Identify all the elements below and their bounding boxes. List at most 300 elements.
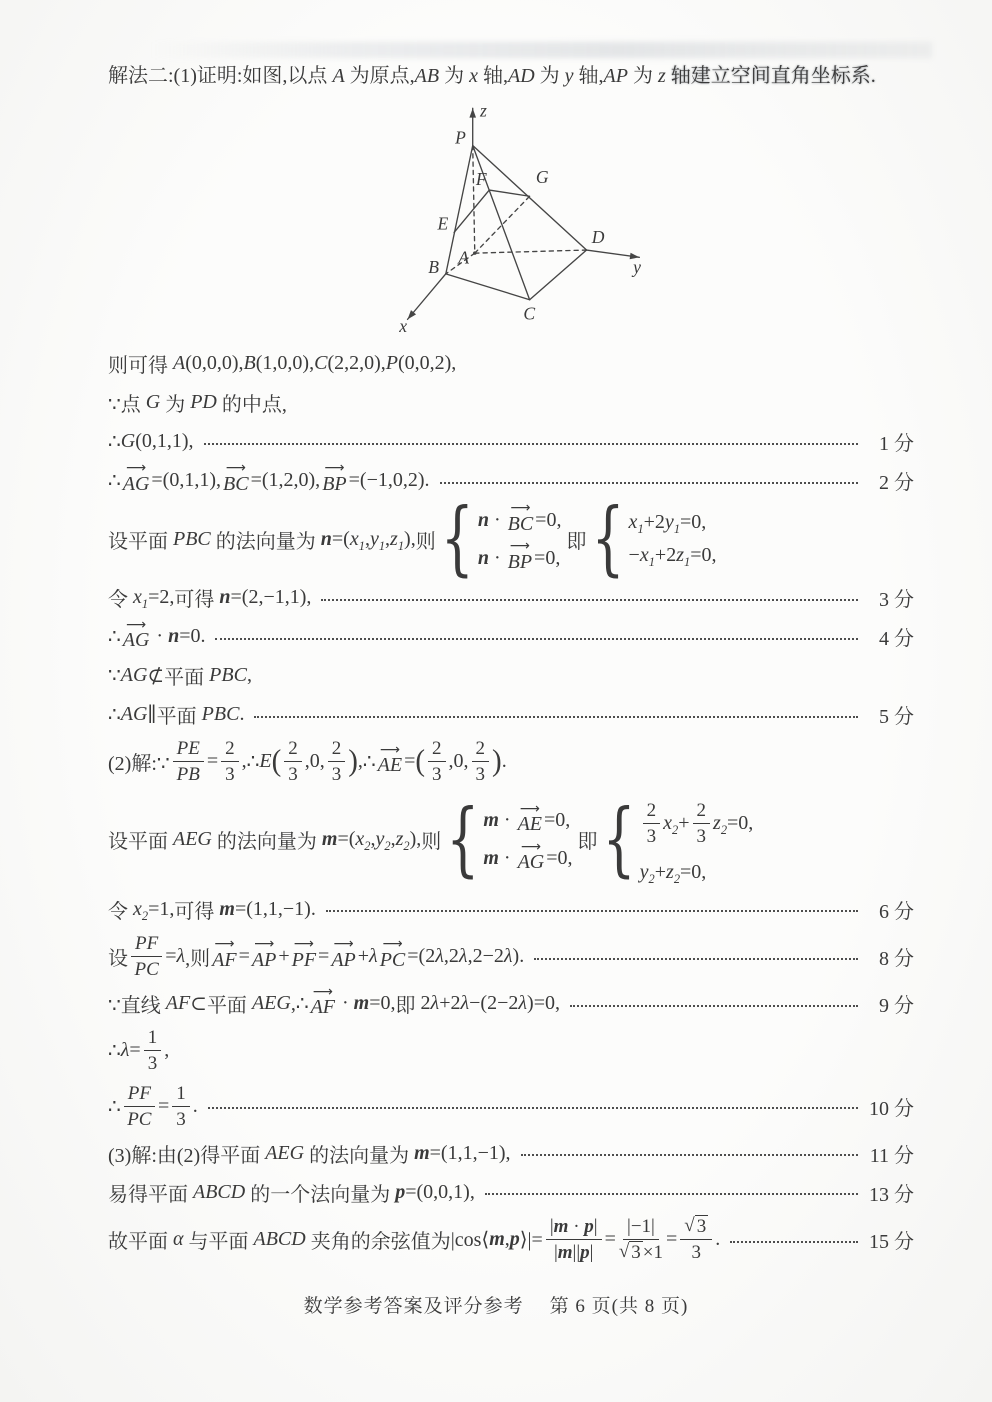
vector-arrow-icon: ⟶ [126,616,147,633]
math-run: PE [176,738,200,760]
equation-row [477,538,562,573]
math-run: PBC [201,703,240,726]
vector-name: BC [507,512,534,535]
text-run: 易得平面 [108,1183,193,1206]
math-run: λ [518,992,528,1015]
text-run: 的法向量为 [211,831,322,854]
text-run: 平面 [156,706,202,729]
text-run: 轴, [573,65,604,87]
math-run: $x_1$ [133,586,149,612]
vector-PC [379,936,406,972]
math-run: , [241,750,247,773]
text-run: ∴ [108,431,121,453]
fraction-numerator [693,799,711,824]
fraction-numerator [284,737,302,762]
math-run: 2 [432,738,442,760]
text-run: 为原点, [344,65,415,87]
math-run: ), [409,828,422,851]
vector-AF [310,983,335,1019]
subscript: 1 [637,522,644,537]
text-run: 为 [534,65,565,87]
math-run: ⊂ [190,993,207,1016]
solution-line-1 [108,344,914,383]
math-run: | [553,1242,558,1264]
subscript: 2 [673,871,681,886]
math-run: ABCD [193,1180,246,1203]
vector-arrow-icon: ⟶ [324,460,345,477]
math-run: =( [331,527,350,550]
text-run: 的一个法向量为 [245,1183,396,1206]
math-run: n [477,508,489,531]
math-run: · [151,625,169,648]
text-run: ∵点 [108,394,146,416]
dotted-leader [521,1154,858,1156]
figure-label-E: E [437,213,449,234]
footer-title: 数学参考答案及评分参考 [303,1296,524,1317]
score-badge: 4 分 [879,628,914,651]
math-run: ×1 [642,1242,664,1264]
fraction-numerator [172,1082,190,1107]
math-run: $y_2$ [375,828,391,854]
dotted-leader [321,599,858,601]
math-run: AB [414,65,440,87]
math-run: PD [190,391,217,413]
equation-system [440,492,562,586]
math-run: =0. [179,625,206,648]
figure-label-y: y [633,256,641,277]
math-run: m [483,809,499,832]
radical [619,1241,643,1264]
radical [684,1215,708,1238]
fraction-numerator [144,1026,162,1051]
dotted-leader [204,443,858,445]
vector-name: AG [517,851,545,874]
vector-arrow-icon: ⟶ [214,936,235,953]
math-run: , [370,828,376,851]
fraction [173,737,204,786]
math-run: +2 [654,544,677,567]
vector-AE [377,741,403,777]
fraction-denominator [288,762,298,786]
text-run: 与平面 [183,1231,254,1254]
fraction [144,1026,162,1075]
math-run: PC [127,1108,152,1130]
subscript: 1 [358,538,365,553]
math-run: =(1,1,−1). [234,897,316,920]
fraction-denominator [148,1051,158,1075]
math-run: +2 [439,992,461,1015]
math-run: 2 [288,738,298,760]
solution-line-13 [108,929,914,984]
vector-name: AF [212,949,237,972]
math-run: m [219,897,235,920]
vector-BC [223,460,249,496]
math-run: − [628,544,640,567]
math-run: (1,0,0), [255,352,315,374]
math-run: G [145,391,161,413]
math-run: P [385,352,398,374]
solution-line-17 [108,1134,914,1173]
math-run: AEG [251,992,291,1015]
math-run: 3 [225,764,235,786]
math-run: = [238,945,250,968]
solution-line-15 [108,1023,914,1078]
fraction [428,737,446,786]
fraction [172,1082,190,1131]
math-run: $x_1$ [628,511,644,537]
math-run: $x_2$ [355,828,371,854]
math-run: =0, [546,847,573,870]
vector-AG [122,616,150,652]
subscript: 2 [648,871,655,886]
math-run: =(2 [407,945,436,968]
math-run: $x_1$ [349,527,365,553]
math-run: ), [404,527,416,550]
text-run: 可得 [174,900,220,923]
text-run: 平面 [206,995,252,1018]
math-run: m [489,1228,505,1251]
math-run: = [165,945,177,968]
text-run: 设平面 [108,831,173,854]
fraction [124,1082,155,1131]
figure-label-x: x [399,315,408,336]
math-run: AEG [265,1141,305,1164]
math-run: n [477,546,489,569]
math-run: + [654,860,667,883]
radical-sign: √ [618,1241,630,1263]
fraction-denominator [697,824,707,848]
figure-label-G: G [535,166,549,187]
vector-name: AP [251,949,277,972]
math-run: (2,2,0), [327,352,386,374]
math-run: λ [430,992,440,1015]
fraction [546,1215,602,1264]
text-run: (2)解:∵ [108,753,170,776]
text-run: 为 [439,65,470,87]
math-run: n [168,625,180,648]
footer-page-number: 第 6 页(共 8 页) [549,1296,689,1317]
score-badge: 10 分 [869,1097,914,1120]
vector-arrow-icon: ⟶ [382,936,403,953]
math-run: PB [176,764,200,786]
solution-line-6 [108,578,914,617]
math-run: n [219,586,231,609]
fraction [221,737,239,786]
equation-row [628,544,717,570]
vector-AP [251,936,277,972]
dotted-leader [534,958,858,960]
math-run: = [129,1039,141,1062]
text-run: 故平面 [108,1231,173,1254]
vector-arrow-icon: ⟶ [126,460,147,477]
math-run: E [259,750,272,773]
math-run: PBC [173,527,211,550]
vector-arrow-icon: ⟶ [520,838,541,855]
math-run: 2 [475,738,486,760]
fraction-denominator [692,1240,702,1264]
vector-AP [331,936,356,972]
vector-name: AE [377,754,403,777]
math-run: $z_2$ [666,860,681,886]
math-run: 3 [432,764,442,786]
text-run: ,∴ [290,993,309,1016]
math-run: =( [337,828,356,851]
math-run: 2 [420,992,431,1015]
geometry-figure [108,100,914,338]
subscript: 1 [648,555,655,570]
text-run: ∴ [108,704,121,727]
intro-paragraph [108,56,914,96]
text-run: 的法向量为 [210,530,321,553]
solution-line-5 [108,492,914,586]
equation-rows [478,500,562,578]
text-run: 夹角的余弦值为 [305,1231,451,1254]
fraction-numerator [428,737,446,762]
vector-name: AG [122,629,150,652]
fraction-denominator [225,762,235,786]
text-run: ∴ [108,626,121,649]
math-run: ⊄ [147,665,165,688]
subscript: 2 [384,839,391,854]
math-run: p [584,1215,594,1237]
equation-row [628,511,717,537]
text-run: ∵直线 [108,995,166,1018]
math-run: =0, [727,811,754,834]
math-run: AG [120,664,148,687]
math-run: 3 [176,1108,186,1130]
math-run: $z_2$ [395,828,410,854]
math-run: =(1,2,0), [250,469,321,491]
math-run: + [678,811,690,834]
text-run: 设 [108,948,128,971]
fraction-denominator [554,1240,594,1264]
math-run: λ [458,945,468,968]
axis-arrowhead-icon [469,108,476,117]
vector-AG [517,838,545,874]
subscript: 1 [684,555,691,570]
math-run: , [504,1228,510,1251]
math-run: 3 [646,825,657,847]
math-run: 3 [691,1241,702,1263]
fraction-denominator [332,762,342,786]
math-run: , [357,750,363,773]
fraction-denominator [127,1107,151,1131]
figure-label-A: A [458,247,469,268]
math-run: λ [460,992,470,1015]
math-run: (0,0,0), [185,352,244,374]
math-run: ) [492,744,502,779]
math-run: =0, [680,860,707,883]
figure-label-F: F [475,168,487,189]
solution-line-18 [108,1173,914,1212]
text-run: 即 [566,530,587,553]
solution-lines [108,344,914,1267]
text-run: 的法向量为 [304,1144,415,1167]
vector-arrow-icon: ⟶ [510,500,531,516]
vector-name: BP [507,550,533,573]
vector-arrow-icon: ⟶ [254,936,275,953]
math-run: . [715,1228,721,1251]
text-run: 设平面 [108,530,173,553]
math-run: =0, [369,992,396,1015]
math-run: . [239,703,245,726]
math-run: , [164,1039,170,1062]
math-run: $y_1$ [369,527,386,553]
score-badge: 9 分 [879,995,914,1018]
subscript: 1 [378,538,386,553]
score-badge: 6 分 [879,900,914,923]
math-run: 2 [696,799,707,821]
math-run: , [364,527,370,550]
fraction-denominator [619,1240,663,1264]
fraction-denominator [432,762,442,786]
math-run: m [321,828,338,851]
math-run: =(0,0,1), [405,1180,475,1203]
math-run: ⟩|= [519,1229,543,1252]
vector-BP [322,460,347,496]
page-footer [0,1291,992,1318]
math-run: $x_2$ [133,897,149,923]
fraction-denominator [134,957,158,981]
math-run: p [509,1228,520,1251]
math-run: A [173,352,186,374]
equation-row [477,500,562,535]
fraction [284,737,302,786]
math-run: A [332,65,345,87]
math-run: p [580,1242,590,1264]
math-run: AEG [173,828,212,851]
math-run: B [243,352,256,374]
math-run: z [657,65,666,87]
fraction [328,737,346,786]
score-badge: 13 分 [869,1183,914,1206]
math-run: · [488,508,506,531]
math-run: · [498,809,516,832]
math-run: PBC [209,664,247,687]
math-run: | [549,1215,554,1237]
math-run: + [357,945,370,968]
math-run: . [192,1094,198,1117]
dotted-leader [215,638,858,640]
text-run: 的中点, [216,394,287,416]
math-run: 3 [331,764,342,786]
text-run: 则 [415,530,436,553]
pyramid-diagram [351,100,671,338]
figure-label-z: z [479,100,487,121]
math-run: =1, [148,897,175,920]
math-run: =2, [148,586,175,609]
math-run: | [593,1215,598,1237]
subscript: 2 [672,822,679,837]
vector-arrow-icon: ⟶ [379,741,400,758]
dotted-leader [254,716,858,718]
math-run: m [557,1242,573,1264]
text-run: ∴ [362,751,376,774]
math-run: n [320,527,332,550]
equation-rows [483,801,572,879]
vector-arrow-icon: ⟶ [509,538,530,555]
math-run: G [120,430,136,452]
visible-edge [446,274,530,300]
math-run: . [501,750,507,773]
math-run: + [278,945,290,968]
solution-line-4 [108,461,914,500]
solution-line-8 [108,656,914,695]
math-run: · [568,1215,585,1237]
vector-AE [517,800,543,836]
fraction-numerator [221,737,239,762]
math-run: PF [135,932,159,954]
fraction [680,1215,712,1264]
text-run: ∴ [108,470,121,492]
math-run: · [337,992,354,1015]
math-run: = [157,1094,170,1117]
vector-name: AF [310,996,335,1019]
fraction-numerator [472,737,490,762]
math-run: $x_2$ [663,811,679,837]
math-run: m [483,847,499,870]
score-badge: 11 分 [869,1144,914,1167]
fraction [693,799,711,848]
fraction-denominator [476,762,486,786]
vector-name: BC [223,473,249,496]
brace-symbol: { [591,492,625,586]
math-run: $z_2$ [713,811,728,837]
fraction-denominator [177,762,200,786]
vector-name: AE [517,813,543,836]
text-run: ∴ [108,1040,121,1063]
fraction-denominator [176,1107,186,1131]
brace-symbol: { [440,492,474,586]
solution-line-11 [108,790,914,890]
math-run: 3 [147,1053,158,1075]
score-badge: 15 分 [869,1231,914,1254]
math-run: , [385,527,391,550]
equation-system [603,790,754,890]
vector-arrow-icon: ⟶ [293,936,314,953]
subscript: 2 [364,839,371,854]
math-run: AG [120,703,148,726]
math-run: 2 [331,738,342,760]
math-run: λ [176,945,186,968]
score-badge: 8 分 [879,948,914,971]
dotted-leader [326,910,858,912]
math-run: =0, [534,546,561,569]
text-run: 为 [627,65,658,87]
math-run: =(0,1,1), [151,469,222,491]
figure-label-P: P [455,127,466,148]
solution-line-3 [108,422,914,461]
brace-symbol: { [602,793,636,887]
math-run: λ [120,1039,130,1062]
text-run: (3)解:由(2)得平面 [108,1144,266,1167]
math-run: AP [603,65,628,87]
math-run: λ [369,945,378,968]
math-run: AF [165,992,191,1015]
text-run: 则可得 [108,355,173,377]
equation-rows [629,505,717,573]
brace-symbol: { [446,793,480,887]
text-run: 则 [421,831,442,854]
math-run: =0, [544,809,571,832]
solution-line-7 [108,617,914,656]
math-run: $y_2$ [639,860,655,886]
text-run: 为 [160,394,191,416]
math-run: λ [435,945,444,968]
math-run: m [414,1141,430,1164]
vector-arrow-icon: ⟶ [519,800,540,817]
score-badge: 2 分 [879,472,914,494]
